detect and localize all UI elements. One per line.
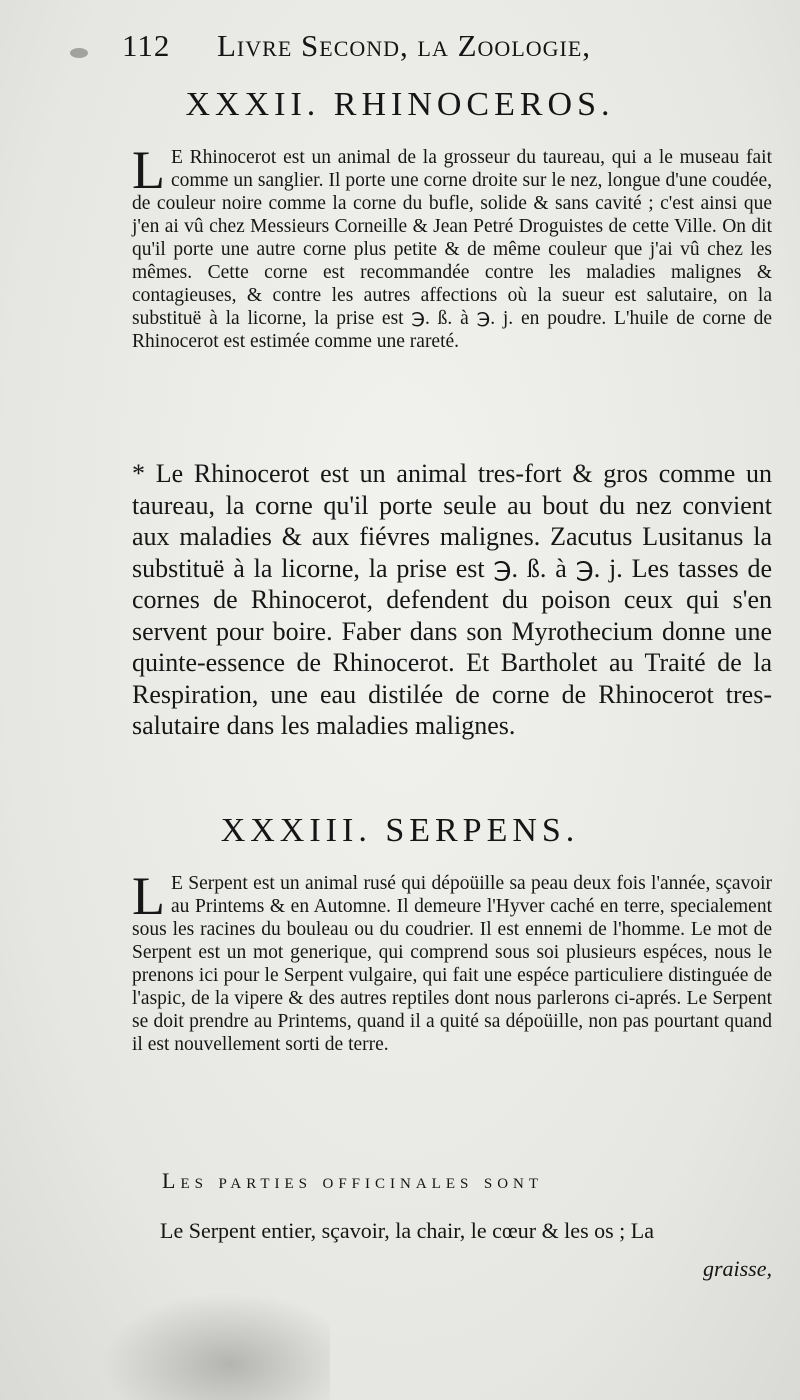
officinales-heading: Les parties officinales sont xyxy=(162,1168,544,1193)
rhinoceros-note-text: * Le Rhinocerot est un animal tres-fort & gros comme un taureau, la corne qu'il porte seule au bout du nez convient aux maladies & aux fiévres malignes. Zacutus Lusitanus la substituë à la licorne, la prise est ℈. ß. à ℈. j. Les tasses de cornes de Rhinocerot, defendent du poison ceux qui s'en servent pour boire. Faber dans son Myrothecium donne une quinte-essence de Rhinocerot. Et Bartholet au Traité de la Respiration, une eau distilée de corne de Rhinocerot tres-salutaire dans les maladies malignes. xyxy=(132,459,772,740)
closing-line-text: Le Serpent entier, sçavoir, la chair, le cœur & les os ; La xyxy=(160,1218,655,1243)
serpens-paragraph xyxy=(132,866,772,1056)
section-title-rhinoceros: XXXII. RHINOCEROS. xyxy=(185,86,615,123)
running-title: Livre Second, la Zoologie, xyxy=(217,28,592,63)
drop-cap: L xyxy=(132,866,165,926)
serpens-text: E Serpent est un animal rusé qui dépoüille sa peau deux fois l'année, sçavoir au Printems & en Automne. Il demeure l'Hyver caché en terre, specialement sous les racines du bouleau ou du coudrier. Il est ennemi de l'homme. Le mot de Serpent est un mot generique, qui comprend sous soi plusieurs espéces, nous le prenons ici pour le Serpent vulgaire, qui fait une espéce particuliere distinguée de l'aspic, de la vipere & des autres reptiles dont nous parlerons ci-aprés. Le Serpent se doit prendre au Printems, quand il a quité sa dépoüille, non pas pourtant quand il est nouvellement sorti de terre. xyxy=(132,873,772,1055)
running-header xyxy=(122,28,760,68)
section-title-serpens: XXXIII. SERPENS. xyxy=(220,812,580,849)
rhinoceros-text: E Rhinocerot est un animal de la grosseur du taureau, qui a le museau fait comme un sanglier. Il porte une corne droite sur le nez, longue d'une coudée, de couleur noire comme la corne du bufle, solide & sans cavité ; c'est ainsi que j'en ai vû chez Messieurs Corneille & Jean Petré Droguistes de cette Ville. On dit qu'il porte une autre corne plus petite & de même couleur que j'ai vû chez les mêmes. Cette corne est recommandée contre les maladies malignes & contagieuses, & contre les autres affections où la sueur est salutaire, on la substituë à la licorne, la prise est ℈. ß. à ℈. j. en poudre. L'huile de corne de Rhinocerot est estimée comme une rareté. xyxy=(132,147,772,352)
page-stain xyxy=(80,1280,330,1400)
drop-cap: L xyxy=(132,140,165,200)
page-number: 112 xyxy=(122,28,171,63)
rhinoceros-paragraph xyxy=(132,140,772,353)
ink-fleck xyxy=(70,48,88,58)
rhinoceros-note xyxy=(132,458,772,742)
closing-line xyxy=(160,1212,772,1288)
closing-line-end: graisse, xyxy=(702,1256,772,1281)
